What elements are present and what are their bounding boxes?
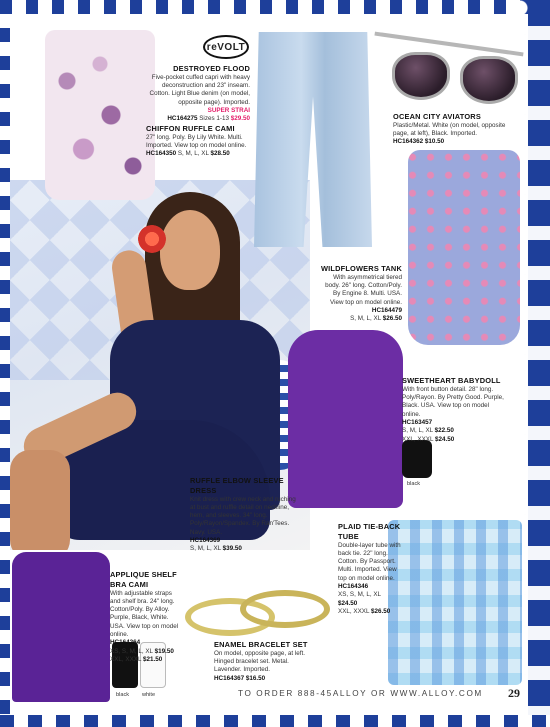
product-name: PLAID TIE-BACK TUBE (338, 522, 401, 541)
product-description: Five-pocket cuffed capri with heavy deconstruction and 23" inseam. Cotton. Light Blue denim (on model, opposite page). Imported. (149, 73, 250, 106)
product-name: WILDFLOWERS TANK (320, 264, 402, 273)
sale-badge: SUPER STRAI (207, 106, 250, 114)
product-price-plus: $24.50 (435, 435, 455, 443)
product-sizes-plus: XXL, XXXL (110, 655, 142, 663)
applique-cami-image[interactable] (12, 552, 110, 702)
product-sku: HC164367 (214, 674, 245, 682)
order-info-footer[interactable]: TO ORDER 888-45ALLOY OR WWW.ALLOY.COM (238, 689, 483, 698)
product-sizes: XS, S, M, L, XL (110, 647, 153, 655)
product-description: With asymmetrical tiered body. 26" long. Cotton/Poly. By Engine 8. Multi. USA. View top on model online. (325, 273, 402, 306)
product-sku: HC164346 (338, 583, 369, 591)
product-price-plus: $26.50 (371, 607, 391, 615)
product-price: $29.50 (230, 115, 250, 123)
product-description: With adjustable straps and shelf bra. 24" long. Cotton/Poly. By Alloy. Purple, Black, White. USA. View top on model online. (110, 589, 179, 639)
applique-cami-info (110, 570, 182, 664)
bottom-stripe-border (0, 715, 550, 727)
red-flower (138, 225, 166, 253)
product-sku: HC163457 (402, 418, 433, 426)
plaid-tube-image[interactable] (388, 520, 522, 685)
left-lens (392, 52, 450, 100)
product-price: $22.50 (434, 427, 454, 435)
product-name: APPLIQUE SHELF BRA CAMI (110, 570, 177, 589)
product-price: $28.50 (210, 150, 230, 158)
product-description: 27" long. Poly. By Lily White. Multi. Imported. View top on model online. (146, 133, 247, 150)
bangle-right (240, 590, 330, 628)
product-sku: HC164369 (190, 537, 221, 545)
product-name: OCEAN CITY AVIATORS (393, 112, 481, 121)
product-sku: HC164362 (393, 138, 424, 146)
product-description: With front button detail. 28" long. Poly/Rayon. By Pretty Good. Purple, Black. USA. View top on model online. (402, 385, 504, 418)
scallop-edge (520, 0, 536, 727)
model-face (160, 210, 220, 290)
product-name: DESTROYED FLOOD (173, 64, 250, 73)
product-price: $39.50 (222, 545, 242, 553)
product-price: $24.50 (338, 599, 358, 607)
sweetheart-babydoll-image[interactable] (288, 330, 403, 508)
wildflowers-tank-image[interactable] (408, 150, 520, 345)
product-name: SWEETHEART BABYDOLL (402, 376, 501, 385)
product-price: $16.50 (245, 674, 266, 682)
product-description: Double-layer tube with back tie. 22" long. Cotton. By Passport. Multi. Imported. View top on model online. (338, 541, 401, 582)
product-sizes: XS, S, M, L, XL (338, 591, 382, 599)
product-sizes: S, M, L, XL (177, 150, 209, 158)
ruffle-dress-info (190, 476, 300, 554)
product-name: RUFFLE ELBOW SLEEVE DRESS (190, 476, 284, 495)
product-sku: HC164275 (167, 115, 198, 123)
product-sizes: S, M, L, XL (350, 315, 381, 323)
aviator-sunglasses-image[interactable] (374, 34, 524, 106)
product-description: Plastic/Metal. White (on model, opposite page, at left), Black. Imported. (393, 121, 506, 138)
enamel-bracelets-image[interactable] (185, 590, 333, 638)
product-sizes: Sizes 1-13 (199, 115, 229, 123)
product-description: Knit dress with crew neck and ruching at bust and ruffle detail on neckline, hem, and sleeves. 34" long. Poly/Rayon/Spandex. By Ran'Tees. Navy. USA. (190, 495, 296, 536)
page-number: 29 (508, 686, 520, 700)
model-leg-lower (10, 450, 70, 550)
babydoll-info (402, 376, 508, 444)
product-price: $19.50 (154, 647, 174, 655)
product-price: $10.50 (424, 138, 445, 146)
product-sizes-plus: XXL, XXXL (402, 435, 434, 443)
babydoll-swatch-label: black (407, 481, 421, 487)
left-stripe-border (0, 0, 10, 727)
cami-black-label: black (116, 692, 130, 698)
chiffon-cami-image[interactable] (45, 30, 155, 200)
product-sizes: S, M, L, XL (190, 545, 221, 553)
product-price: $26.50 (382, 315, 402, 323)
cami-white-label: white (142, 692, 156, 698)
plaid-tube-info (338, 522, 402, 616)
product-sizes: S, M, L, XL (402, 427, 433, 435)
product-sku: HC164479 (371, 306, 402, 314)
revolt-logo: reVOLT (203, 35, 249, 59)
product-price-plus: $21.50 (143, 655, 163, 663)
product-name: ENAMEL BRACELET SET (214, 640, 308, 649)
destroyed-flood-jeans-image[interactable] (254, 32, 372, 247)
right-lens (460, 56, 518, 104)
babydoll-black-swatch[interactable] (402, 440, 432, 478)
bracelet-set-info (214, 640, 314, 683)
wildflowers-tank-info (318, 264, 402, 324)
destroyed-flood-info (148, 64, 250, 124)
aviators-info (393, 112, 511, 147)
chiffon-cami-info (146, 124, 256, 159)
product-sku: HC164350 (146, 150, 177, 158)
product-sizes-plus: XXL, XXXL (338, 607, 370, 615)
product-description: On model, opposite page, at left. Hinged bracelet set. Metal. Lavender. Imported. (214, 649, 306, 674)
glasses-frame (374, 32, 523, 57)
product-sku: HC164264 (110, 639, 141, 647)
product-name: CHIFFON RUFFLE CAMI (146, 124, 235, 133)
top-stripe-border (0, 0, 550, 14)
